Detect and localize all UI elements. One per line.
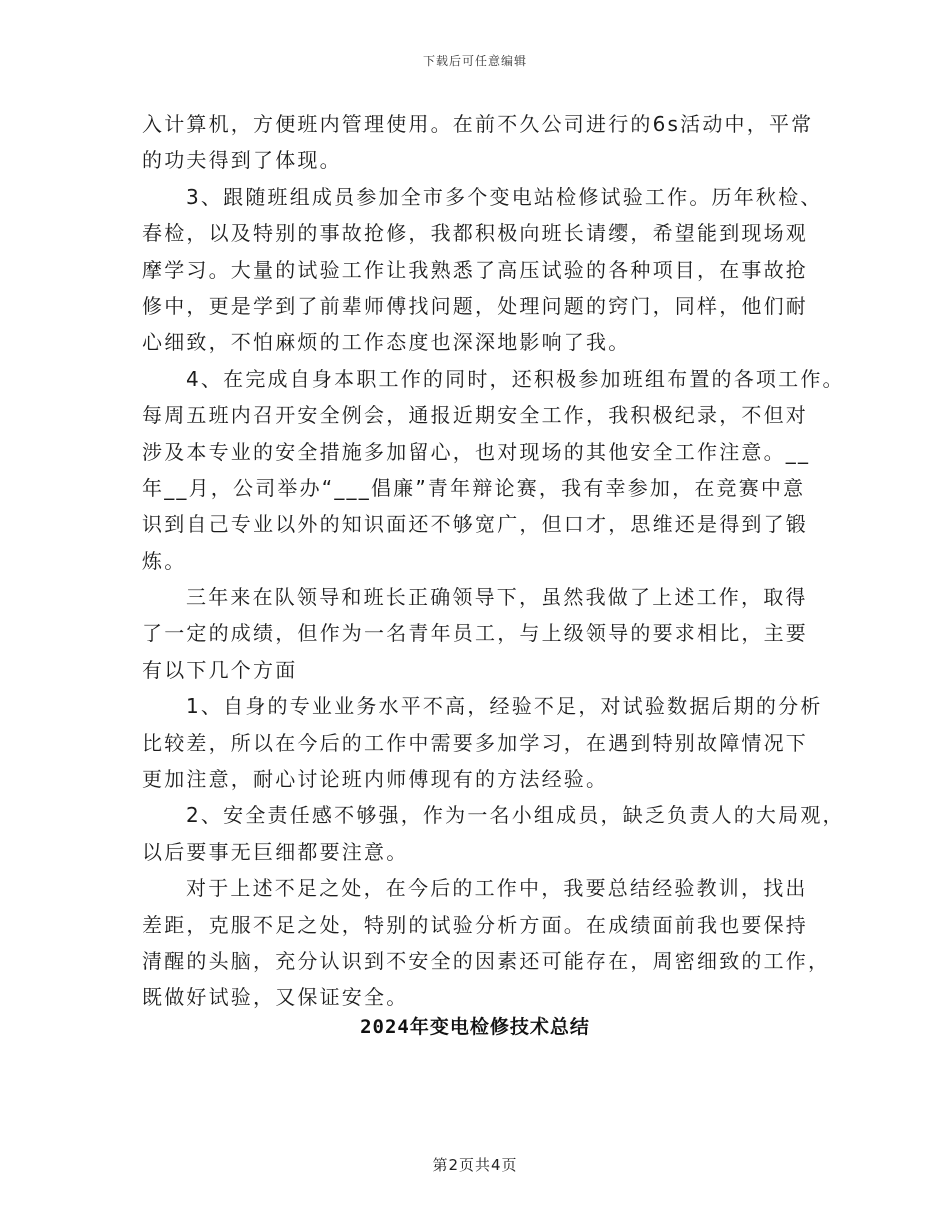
page-footer: 第2页共4页: [432, 1156, 518, 1174]
body-text: [142, 106, 845, 1016]
section-title: 2024年变电检修技术总结: [360, 1016, 590, 1038]
text-line: 有以下几个方面: [142, 657, 298, 682]
text-line: 涉及本专业的安全措施多加留心，也对现场的其他安全工作注意。__: [142, 439, 811, 464]
text-line: 春检，以及特别的事故抢修，我都积极向班长请缨，希望能到现场观: [142, 221, 808, 246]
text-line: 对于上述不足之处，在今后的工作中，我要总结经验教训，找出: [186, 876, 808, 901]
text-line: 修中，更是学到了前辈师傅找问题，处理问题的窍门，同样，他们耐: [142, 293, 808, 318]
text-line: 炼。: [142, 548, 187, 573]
text-line: 3、跟随班组成员参加全市多个变电站检修试验工作。历年秋检、: [186, 184, 823, 209]
text-line: 三年来在队领导和班长正确领导下，虽然我做了上述工作，取得: [186, 585, 808, 610]
text-line: 4、在完成自身本职工作的同时，还积极参加班组布置的各项工作。: [186, 366, 845, 391]
text-line: 了一定的成绩，但作为一名青年员工，与上级领导的要求相比，主要: [142, 621, 808, 646]
text-line: 摩学习。大量的试验工作让我熟悉了高压试验的各种项目，在事故抢: [142, 257, 808, 282]
text-line: 清醒的头脑，充分认识到不安全的因素还可能存在，周密细致的工作，: [142, 948, 831, 973]
text-line: 年__月，公司举办“___倡廉”青年辩论赛，我有幸参加，在竞赛中意: [142, 475, 806, 500]
text-line: 比较差，所以在今后的工作中需要多加学习，在遇到特别故障情况下: [142, 730, 808, 755]
text-line: 更加注意，耐心讨论班内师傅现有的方法经验。: [142, 767, 609, 792]
page-header: 下载后可任意编辑: [422, 54, 527, 68]
text-line: 以后要事无巨细都要注意。: [142, 839, 409, 864]
text-line: 既做好试验，又保证安全。: [142, 985, 409, 1010]
text-line: 差距，克服不足之处，特别的试验分析方面。在成绩面前我也要保持: [142, 912, 808, 937]
text-line: 的功夫得到了体现。: [142, 148, 342, 173]
text-line: 2、安全责任感不够强，作为一名小组成员，缺乏负责人的大局观，: [186, 803, 845, 828]
text-line: 心细致，不怕麻烦的工作态度也深深地影响了我。: [142, 330, 631, 355]
text-line: 每周五班内召开安全例会，通报近期安全工作，我积极纪录，不但对: [142, 403, 808, 428]
text-line: 入计算机，方便班内管理使用。在前不久公司进行的6s活动中，平常: [142, 112, 814, 136]
text-line: 识到自己专业以外的知识面还不够宽广，但口才，思维还是得到了锻: [142, 512, 808, 537]
text-line: 1、自身的专业业务水平不高，经验不足，对试验数据后期的分析: [186, 694, 823, 719]
